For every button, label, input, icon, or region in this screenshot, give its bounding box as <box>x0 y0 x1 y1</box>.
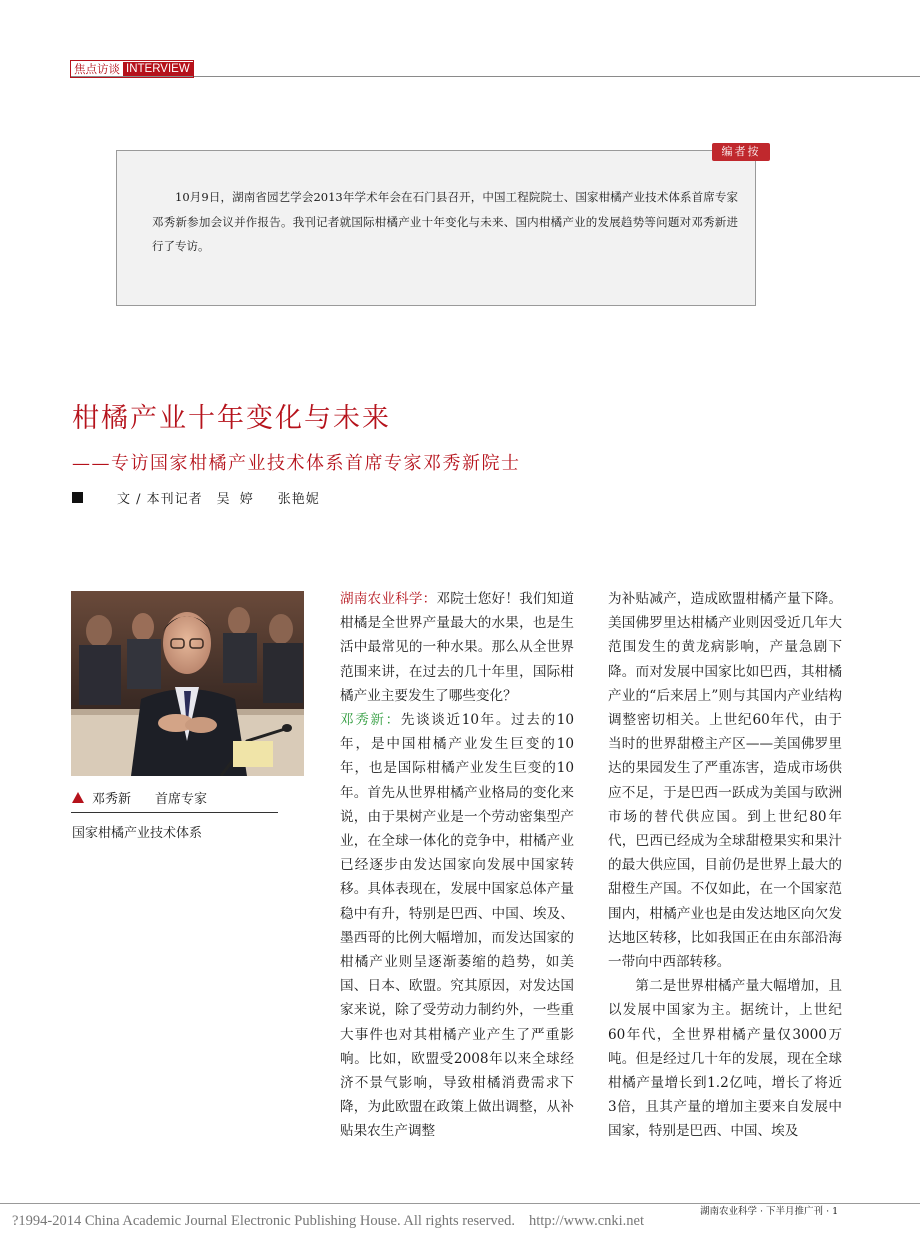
question-paragraph <box>340 587 574 708</box>
article-title: 柑橘产业十年变化与未来 <box>72 403 391 434</box>
byline-square-icon <box>72 492 83 503</box>
section-label-cn: 焦点访谈 <box>71 62 123 76</box>
answer-text: 先谈谈近10年。过去的10年，是中国柑橘产业发生巨变的10年，也是国际柑橘产业发生巨变的10年。首先从世界柑橘产业格局的变化来说，由于果树产业是一个劳动密集型产业，在全球一体化的竞争中，柑橘产业已经逐步由发达国家向发展中国家转移。具体表现在，发展中国家总体产量稳中有升，特别是巴西、中国、埃及、墨西哥的比例大幅增加，而发达国家的柑橘产业则呈逐渐萎缩的趋势，如美国、日本、欧盟。究其原因，对发达国家来说，除了受劳动力制约外，一些重大事件也对其柑橘产业产生了严重影响。比如，欧盟受2008年以来全球经济不景气影响，导致柑橘消费需求下降，为此欧盟在政策上做出调整，从补贴果农生产调整 <box>340 712 574 1140</box>
portrait-image <box>71 591 304 776</box>
body-column-1 <box>340 587 574 1144</box>
caption-name: 邓秀新 <box>92 792 132 807</box>
header-rule <box>70 76 920 77</box>
interviewee-photo <box>71 591 304 776</box>
answer-speaker: 邓秀新： <box>340 712 401 729</box>
caption-role: 首席专家 <box>155 792 208 807</box>
footer-url-link[interactable]: http://www.cnki.net <box>528 1213 645 1229</box>
body-column-2 <box>608 587 842 1144</box>
byline <box>72 488 320 507</box>
copyright-text: ?1994-2014 China Academic Journal Electronic Publishing House. All rights reserved. <box>12 1213 515 1229</box>
article-subtitle: ——专访国家柑橘产业技术体系首席专家邓秀新院士 <box>72 453 521 474</box>
byline-author-2: 张艳妮 <box>277 492 320 507</box>
triangle-up-icon <box>72 792 84 803</box>
editor-note-badge: 编者按 <box>712 143 770 161</box>
section-header <box>70 60 194 78</box>
caption-organization: 国家柑橘产业技术体系 <box>72 826 203 841</box>
paragraph: 为补贴减产，造成欧盟柑橘产量下降。美国佛罗里达柑橘产业则因受近几年大范围发生的黄龙病影响，产量急剧下降。而对发展中国家比如巴西，其柑橘产业的“后来居上”则与其国内产业结构调整密切相关。上世纪60年代，由于当时的世界甜橙主产区——美国佛罗里达的果园发生了严重冻害，造成市场供应不足，于是巴西一跃成为美国与欧洲市场的替代供应国。到上世纪80年代，巴西已经成为全球甜橙果实和果汁的最大供应国，目前仍是世界上最大的甜橙生产国。不仅如此，在一个国家范围内，柑橘产业也是由发达地区向欠发达地区转移，比如我国正在由东部沿海一带向中西部转移。 <box>608 591 842 971</box>
caption-divider <box>71 812 278 813</box>
byline-prefix: 文 / 本刊记者 <box>117 492 203 507</box>
byline-author-1: 吴 婷 <box>216 492 256 507</box>
editor-note-text: 10月9日，湖南省园艺学会2013年学术年会在石门县召开，中国工程院院士、国家柑橘产业技术体系首席专家邓秀新参加会议并作报告。我刊记者就国际柑橘产业十年变化与未来、国内柑橘产业的发展趋势等问题对邓秀新进行了专访。 <box>152 190 738 253</box>
question-speaker: 湖南农业科学： <box>340 591 437 607</box>
photo-caption-line-1 <box>72 788 207 807</box>
footer-copyright <box>12 1213 644 1230</box>
footer-page-label: 湖南农业科学 · 下半月推广刊 · 1 <box>700 1206 839 1217</box>
question-text: 邓院士您好！我们知道柑橘是全世界产量最大的水果，也是生活中最常见的一种水果。那么从全世界范围来讲，在过去的几十年里，国际柑橘产业主要发生了哪些变化？ <box>340 591 575 704</box>
paragraph: 第二是世界柑橘产量大幅增加，且以发展中国家为主。据统计，上世纪60年代，全世界柑橘产量仅3000万吨。但是经过几十年的发展，现在全球柑橘产量增长到1.2亿吨，增长了将近3倍，且其产量的增加主要来自发展中国家，特别是巴西、中国、埃及 <box>608 978 842 1140</box>
section-label-en: INTERVIEW <box>123 62 193 76</box>
answer-paragraph <box>340 708 574 1144</box>
